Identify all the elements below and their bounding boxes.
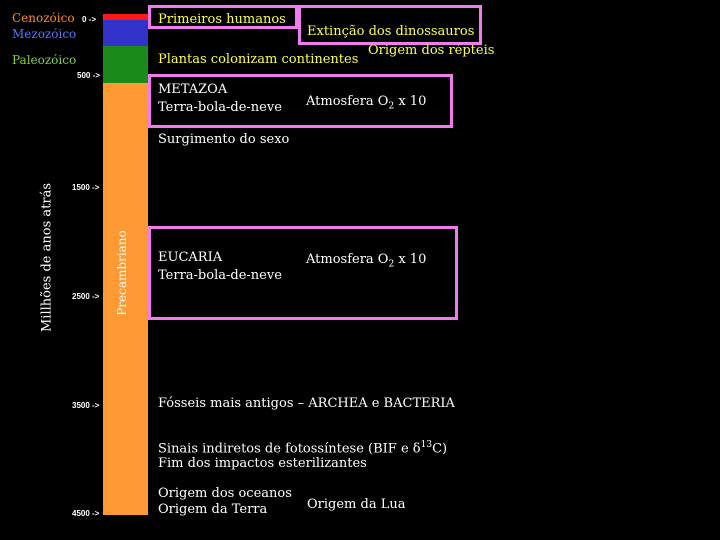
tick-3500: 3500 -> [72, 401, 100, 410]
event-lua: Origem da Lua [307, 497, 406, 512]
mesozoic-band [103, 20, 148, 46]
tick-1500: 1500 -> [72, 183, 100, 192]
event-sexo: Surgimento do sexo [158, 132, 290, 147]
event-eucaria: EUCARIA [158, 250, 223, 265]
event-fosseis: Fósseis mais antigos – ARCHEA e BACTERIA [158, 396, 455, 411]
fotossintese-prefix: Sinais indiretos de fotossíntese (BIF e [158, 441, 413, 457]
fotossintese-delta: δ [412, 441, 421, 457]
event-atmosfera-1 [306, 94, 426, 112]
atmosfera-1-text: Atmosfera O [306, 94, 389, 109]
atmosfera-1-sub: 2 [388, 101, 395, 112]
event-origem-repteis: Origem dos répteis [368, 43, 495, 58]
event-terra-bola-2: Terra-bola-de-neve [158, 268, 282, 283]
event-fotossintese [158, 440, 447, 456]
atmosfera-2-suffix: x 10 [394, 252, 427, 267]
y-axis-label: Millhões de anos atrás [39, 183, 55, 332]
era-cenozoic-label: Cenozóico [12, 11, 75, 25]
atmosfera-2-text: Atmosfera O [306, 252, 389, 267]
fotossintese-sup: 13 [420, 440, 433, 450]
event-oceanos: Origem dos oceanos [158, 486, 292, 501]
precambrian-label: Precambriano [115, 230, 129, 316]
era-paleozoic-label: Paleozóico [12, 53, 77, 67]
era-mesozoic-label: Mezozóico [12, 27, 77, 41]
atmosfera-2-sub: 2 [388, 259, 395, 270]
tick-4500: 4500 -> [72, 509, 100, 518]
event-primeiros-humanos: Primeiros humanos [158, 12, 286, 27]
event-atmosfera-2 [306, 252, 426, 270]
event-impactos: Fim dos impactos esterilizantes [158, 456, 367, 471]
tick-0: 0 -> [82, 15, 97, 24]
event-plantas: Plantas colonizam continentes [158, 52, 359, 67]
paleozoic-band [103, 46, 148, 83]
atmosfera-1-suffix: x 10 [394, 94, 427, 109]
event-terra: Origem da Terra [158, 502, 268, 517]
event-terra-bola-1: Terra-bola-de-neve [158, 100, 282, 115]
event-extincao-dinossauros: Extinção dos dinossauros [307, 24, 475, 39]
tick-500: 500 -> [77, 71, 100, 80]
fotossintese-suffix: C) [432, 441, 448, 457]
event-metazoa: METAZOA [158, 82, 228, 97]
tick-2500: 2500 -> [72, 292, 100, 301]
